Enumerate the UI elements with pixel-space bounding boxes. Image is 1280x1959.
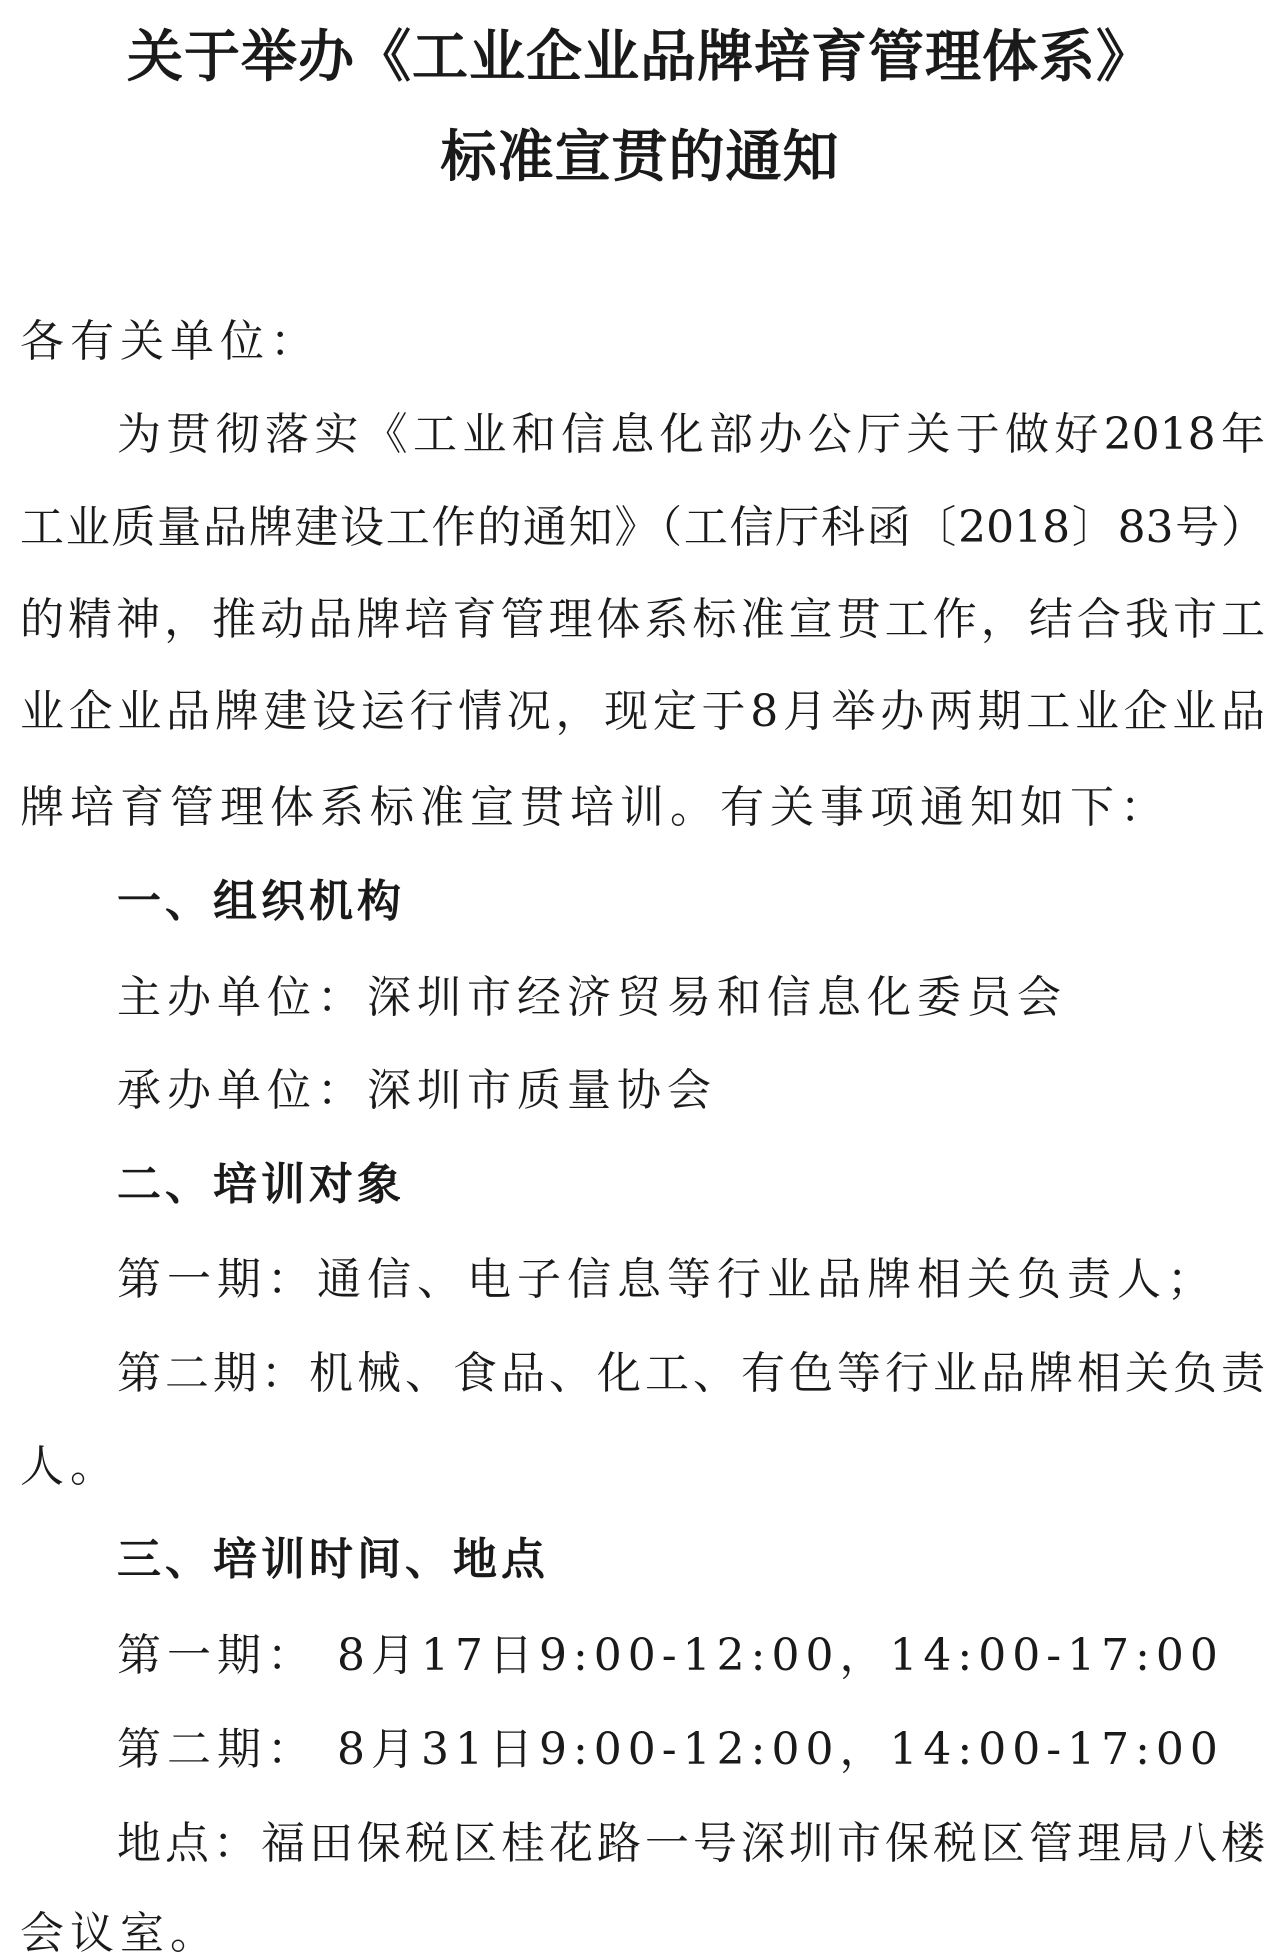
location-line-1: 地点：福田保税区桂花路一号深圳市保税区管理局八楼: [117, 1818, 1265, 1869]
organizer-unit: 承办单位：深圳市质量协会: [117, 1065, 717, 1116]
host-unit: 主办单位：深圳市经济贸易和信息化委员会: [117, 972, 1067, 1023]
section-heading-organization: 一、组织机构: [117, 876, 405, 927]
intro-line-1: 为贯彻落实《工业和信息化部办公厅关于做好2018年: [117, 409, 1265, 460]
title-line-1: 关于举办《工业企业品牌培育管理体系》: [127, 25, 1153, 90]
intro-line-4: 业企业品牌建设运行情况，现定于8月举办两期工业企业品: [20, 686, 1265, 737]
intro-line-3: 的精神，推动品牌培育管理体系标准宣贯工作，结合我市工: [20, 594, 1265, 645]
trainees-period-2-line-2: 人。: [20, 1441, 120, 1492]
title-line-2: 标准宣贯的通知: [440, 125, 840, 190]
section-heading-trainees: 二、培训对象: [117, 1159, 405, 1210]
intro-line-5: 牌培育管理体系标准宣贯培训。有关事项通知如下：: [20, 782, 1170, 833]
location-line-2: 会议室。: [20, 1908, 220, 1959]
intro-line-2: 工业质量品牌建设工作的通知》（工信厅科函〔2018〕83号）: [20, 502, 1265, 553]
trainees-period-1: 第一期：通信、电子信息等行业品牌相关负责人；: [117, 1254, 1217, 1305]
salutation: 各有关单位：: [20, 316, 320, 367]
schedule-period-1: 第一期： 8月17日9:00-12:00，14:00-17:00: [117, 1630, 1224, 1681]
section-heading-time-location: 三、培训时间、地点: [117, 1534, 549, 1585]
trainees-period-2-line-1: 第二期：机械、食品、化工、有色等行业品牌相关负责: [117, 1348, 1265, 1399]
schedule-period-2: 第二期： 8月31日9:00-12:00，14:00-17:00: [117, 1724, 1224, 1775]
